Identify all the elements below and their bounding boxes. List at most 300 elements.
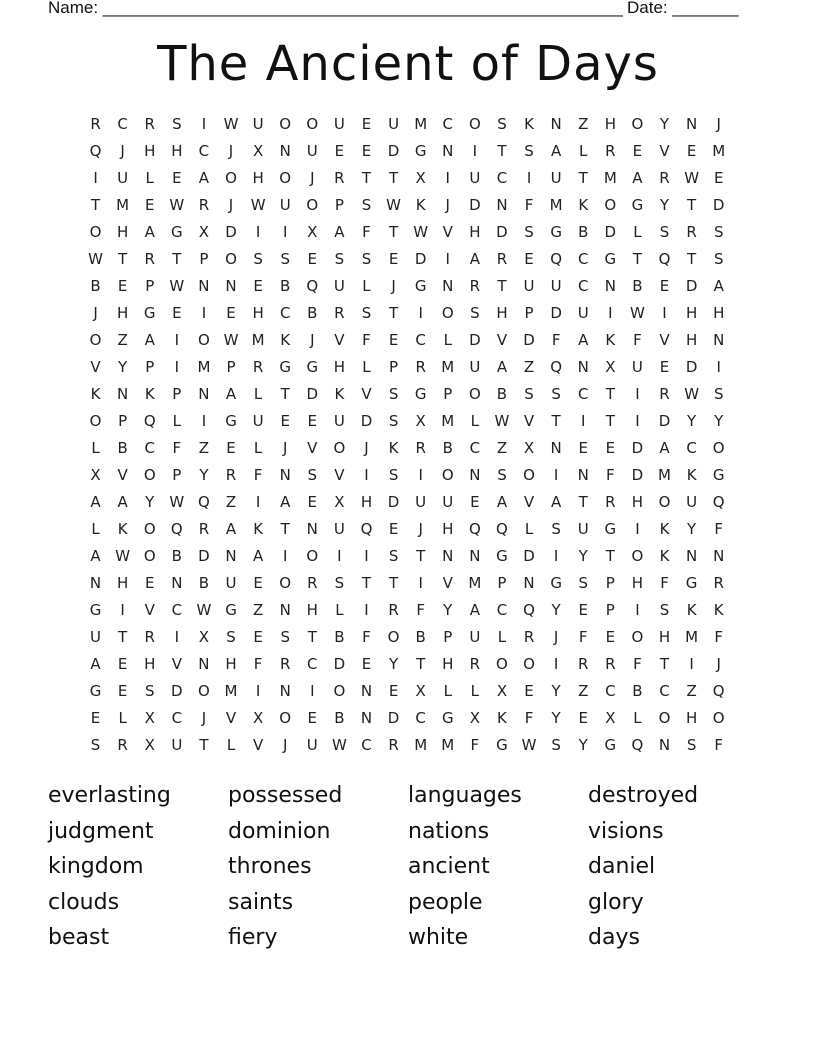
- grid-letter: H: [144, 655, 156, 673]
- grid-letter: B: [442, 439, 453, 457]
- grid-letter: O: [143, 547, 156, 565]
- grid-letter: J: [228, 196, 234, 214]
- grid-letter: N: [360, 682, 373, 700]
- grid-letter: J: [201, 709, 207, 727]
- grid-letter: U: [225, 574, 237, 592]
- grid-letter: Q: [170, 520, 183, 538]
- grid-letter: D: [658, 412, 671, 430]
- grid-letter: N: [577, 466, 589, 484]
- word-list-item: languages: [408, 783, 522, 808]
- grid-letter: P: [118, 412, 128, 430]
- grid-letter: Q: [550, 358, 563, 376]
- grid-letter: I: [282, 223, 288, 241]
- grid-letter: O: [306, 196, 319, 214]
- grid-letter: C: [605, 682, 616, 700]
- grid-row: [82, 143, 734, 170]
- grid-letter: R: [90, 115, 101, 133]
- grid-letter: E: [90, 709, 101, 727]
- grid-letter: E: [578, 439, 588, 457]
- grid-letter: A: [90, 655, 101, 673]
- grid-letter: O: [225, 169, 237, 187]
- grid-letter: K: [90, 385, 101, 403]
- grid-letter: E: [172, 304, 182, 322]
- grid-letter: O: [523, 655, 535, 673]
- grid-letter: H: [144, 142, 156, 160]
- grid-letter: I: [418, 304, 423, 322]
- grid-letter: R: [578, 655, 589, 673]
- grid-letter: Q: [468, 520, 481, 538]
- grid-row: [82, 332, 734, 359]
- grid-letter: P: [172, 466, 182, 484]
- grid-letter: A: [225, 385, 237, 403]
- grid-letter: T: [578, 169, 588, 187]
- name-field-label: Name: _______________________________________________________: [48, 0, 623, 17]
- grid-letter: T: [605, 385, 615, 403]
- grid-row: [82, 440, 734, 467]
- grid-letter: P: [226, 358, 236, 376]
- grid-letter: D: [712, 196, 725, 214]
- grid-letter: I: [282, 547, 288, 565]
- word-list-item: dominion: [228, 818, 331, 844]
- grid-letter: N: [523, 574, 535, 592]
- grid-letter: N: [279, 601, 291, 619]
- grid-letter: U: [550, 169, 562, 187]
- grid-letter: I: [581, 412, 586, 430]
- grid-letter: W: [331, 736, 347, 754]
- grid-letter: D: [387, 709, 400, 727]
- grid-letter: S: [713, 250, 724, 268]
- grid-letter: H: [469, 223, 481, 241]
- grid-letter: R: [659, 385, 670, 403]
- grid-letter: N: [89, 574, 102, 592]
- grid-letter: K: [659, 547, 670, 565]
- grid-letter: K: [713, 601, 724, 619]
- grid-row: [82, 710, 734, 737]
- grid-letter: W: [521, 736, 537, 754]
- grid-letter: C: [577, 277, 589, 295]
- grid-letter: U: [279, 196, 291, 214]
- grid-letter: K: [686, 466, 697, 484]
- grid-letter: I: [553, 466, 559, 484]
- grid-letter: B: [578, 223, 589, 241]
- grid-letter: T: [90, 196, 101, 214]
- page-title: The Ancient of Days: [157, 36, 659, 92]
- grid-letter: L: [118, 709, 127, 727]
- grid-letter: I: [608, 304, 613, 322]
- grid-letter: X: [605, 709, 616, 727]
- grid-letter: I: [201, 115, 207, 133]
- grid-letter: V: [90, 358, 101, 376]
- grid-letter: J: [228, 142, 234, 160]
- grid-letter: Q: [658, 250, 671, 268]
- grid-letter: U: [333, 115, 345, 133]
- grid-letter: I: [337, 547, 342, 565]
- grid-letter: H: [171, 142, 183, 160]
- grid-letter: U: [388, 115, 400, 133]
- grid-letter: C: [496, 601, 508, 619]
- grid-letter: T: [172, 250, 182, 268]
- grid-letter: T: [497, 277, 507, 295]
- word-list-item: white: [408, 925, 469, 950]
- grid-letter: J: [364, 439, 369, 457]
- grid-letter: Z: [578, 115, 589, 133]
- grid-row: [82, 413, 734, 440]
- grid-letter: U: [171, 736, 183, 754]
- grid-letter: O: [441, 466, 454, 484]
- grid-letter: N: [713, 331, 725, 349]
- grid-letter: N: [604, 277, 616, 295]
- grid-row: [82, 116, 734, 143]
- grid-letter: Z: [198, 439, 210, 457]
- grid-letter: O: [604, 196, 617, 214]
- grid-row: [82, 737, 734, 764]
- grid-letter: N: [685, 547, 698, 565]
- grid-letter: X: [198, 628, 210, 646]
- grid-letter: S: [551, 385, 561, 403]
- grid-letter: D: [225, 223, 237, 241]
- grid-letter: E: [172, 169, 182, 187]
- grid-letter: O: [441, 304, 454, 322]
- grid-letter: W: [684, 385, 700, 403]
- grid-letter: N: [171, 574, 183, 592]
- grid-letter: O: [279, 115, 292, 133]
- grid-letter: N: [685, 115, 698, 133]
- grid-letter: A: [469, 601, 480, 619]
- grid-letter: U: [333, 520, 345, 538]
- grid-letter: Y: [551, 601, 561, 619]
- grid-letter: D: [685, 277, 698, 295]
- grid-letter: T: [361, 169, 372, 187]
- grid-letter: P: [145, 358, 155, 376]
- grid-letter: B: [280, 277, 291, 295]
- grid-letter: E: [307, 709, 318, 727]
- grid-letter: Z: [117, 331, 128, 349]
- grid-letter: P: [497, 574, 507, 592]
- grid-letter: D: [496, 223, 508, 241]
- grid-letter: M: [468, 574, 482, 592]
- grid-letter: F: [578, 628, 588, 646]
- grid-letter: T: [388, 169, 399, 187]
- grid-letter: D: [198, 547, 210, 565]
- grid-letter: R: [334, 304, 345, 322]
- grid-letter: I: [553, 547, 559, 565]
- word-list-item: fiery: [228, 925, 278, 950]
- grid-letter: I: [445, 169, 450, 187]
- grid-letter: J: [282, 439, 288, 457]
- grid-letter: A: [496, 493, 508, 511]
- grid-letter: U: [550, 277, 562, 295]
- grid-letter: O: [631, 547, 644, 565]
- grid-letter: T: [578, 493, 588, 511]
- word-search-grid: [82, 116, 734, 764]
- grid-row: [82, 548, 734, 575]
- grid-letter: Z: [578, 682, 589, 700]
- grid-letter: B: [496, 385, 508, 403]
- grid-letter: D: [469, 331, 481, 349]
- grid-letter: P: [524, 304, 534, 322]
- grid-letter: T: [388, 574, 399, 592]
- grid-letter: C: [198, 142, 210, 160]
- grid-letter: F: [714, 628, 724, 646]
- grid-row: [82, 386, 734, 413]
- grid-letter: H: [117, 574, 129, 592]
- grid-letter: M: [685, 628, 699, 646]
- grid-letter: V: [334, 331, 345, 349]
- grid-letter: P: [145, 277, 155, 295]
- grid-letter: E: [605, 439, 616, 457]
- grid-letter: D: [306, 385, 319, 403]
- grid-letter: D: [414, 250, 427, 268]
- grid-letter: O: [198, 331, 210, 349]
- grid-letter: N: [117, 385, 129, 403]
- grid-letter: R: [334, 169, 345, 187]
- grid-letter: A: [90, 547, 101, 565]
- grid-letter: S: [334, 574, 345, 592]
- grid-letter: V: [171, 655, 182, 673]
- grid-letter: M: [116, 196, 130, 214]
- grid-letter: M: [441, 412, 455, 430]
- grid-letter: J: [120, 142, 125, 160]
- grid-letter: X: [415, 169, 426, 187]
- grid-letter: O: [225, 250, 237, 268]
- grid-letter: R: [144, 115, 155, 133]
- grid-letter: E: [659, 277, 670, 295]
- grid-row: [82, 629, 734, 656]
- grid-letter: M: [658, 466, 671, 484]
- grid-letter: C: [171, 601, 183, 619]
- grid-letter: G: [685, 574, 698, 592]
- grid-letter: S: [307, 466, 318, 484]
- grid-letter: N: [577, 358, 589, 376]
- grid-letter: S: [497, 466, 507, 484]
- grid-letter: E: [388, 250, 399, 268]
- grid-letter: S: [713, 223, 724, 241]
- grid-letter: C: [144, 439, 155, 457]
- grid-letter: F: [524, 196, 534, 214]
- word-list-item: possessed: [228, 783, 343, 808]
- grid-letter: A: [144, 223, 155, 241]
- word-list-item: judgment: [48, 818, 154, 844]
- grid-letter: L: [524, 520, 534, 538]
- word-list-item: thrones: [228, 854, 312, 879]
- grid-letter: G: [89, 682, 102, 700]
- grid-letter: Y: [551, 682, 561, 700]
- grid-letter: H: [631, 574, 644, 592]
- grid-letter: L: [91, 520, 100, 538]
- grid-letter: X: [198, 223, 210, 241]
- grid-letter: X: [496, 682, 508, 700]
- grid-letter: H: [225, 655, 237, 673]
- grid-letter: A: [713, 277, 724, 295]
- grid-letter: Z: [686, 682, 697, 700]
- grid-letter: J: [282, 736, 288, 754]
- grid-letter: G: [441, 709, 454, 727]
- grid-letter: S: [280, 628, 290, 646]
- grid-letter: L: [362, 358, 371, 376]
- grid-letter: E: [361, 115, 372, 133]
- grid-letter: I: [120, 601, 125, 619]
- grid-letter: G: [604, 520, 617, 538]
- grid-letter: W: [413, 223, 429, 241]
- grid-letter: J: [310, 331, 315, 349]
- grid-letter: K: [415, 196, 426, 214]
- grid-letter: A: [90, 493, 101, 511]
- grid-letter: R: [117, 736, 128, 754]
- grid-letter: R: [469, 277, 481, 295]
- grid-letter: L: [335, 601, 344, 619]
- grid-letter: I: [418, 574, 423, 592]
- grid-letter: D: [604, 223, 617, 241]
- grid-letter: U: [469, 169, 481, 187]
- grid-letter: D: [171, 682, 183, 700]
- grid-letter: S: [144, 682, 155, 700]
- grid-letter: W: [494, 412, 510, 430]
- grid-letter: M: [441, 358, 455, 376]
- grid-row: [82, 602, 734, 629]
- grid-letter: S: [361, 304, 372, 322]
- grid-letter: K: [578, 196, 589, 214]
- grid-letter: J: [716, 655, 721, 673]
- grid-letter: B: [171, 547, 182, 565]
- grid-letter: H: [442, 655, 454, 673]
- grid-letter: G: [414, 142, 427, 160]
- grid-letter: Y: [388, 655, 399, 673]
- grid-letter: O: [89, 223, 102, 241]
- grid-letter: O: [89, 331, 102, 349]
- grid-letter: S: [524, 223, 534, 241]
- grid-letter: M: [603, 169, 617, 187]
- grid-letter: L: [470, 412, 480, 430]
- grid-letter: V: [144, 601, 155, 619]
- grid-letter: F: [551, 331, 561, 349]
- grid-letter: L: [362, 277, 371, 295]
- grid-letter: N: [442, 277, 454, 295]
- grid-letter: I: [93, 169, 98, 187]
- grid-letter: E: [117, 655, 128, 673]
- grid-letter: R: [469, 655, 481, 673]
- grid-letter: U: [306, 142, 318, 160]
- grid-letter: R: [144, 250, 155, 268]
- grid-letter: F: [524, 709, 534, 727]
- grid-letter: E: [117, 682, 128, 700]
- grid-letter: V: [496, 331, 508, 349]
- grid-letter: N: [198, 277, 210, 295]
- word-list: [48, 780, 768, 958]
- grid-letter: O: [658, 709, 671, 727]
- grid-letter: C: [117, 115, 128, 133]
- grid-letter: N: [279, 466, 291, 484]
- grid-letter: D: [387, 142, 400, 160]
- grid-letter: D: [523, 547, 535, 565]
- grid-letter: K: [117, 520, 128, 538]
- grid-letter: E: [307, 412, 318, 430]
- word-list-item: days: [588, 925, 640, 950]
- grid-letter: B: [117, 439, 128, 457]
- grid-letter: A: [334, 223, 345, 241]
- grid-letter: C: [577, 250, 589, 268]
- grid-letter: H: [117, 304, 129, 322]
- grid-letter: R: [388, 601, 399, 619]
- grid-letter: X: [252, 709, 264, 727]
- grid-letter: Y: [687, 412, 697, 430]
- grid-letter: Q: [496, 520, 508, 538]
- grid-letter: S: [388, 385, 399, 403]
- grid-letter: M: [197, 358, 211, 376]
- grid-letter: C: [171, 709, 183, 727]
- grid-letter: X: [469, 709, 480, 727]
- grid-letter: E: [713, 169, 724, 187]
- grid-letter: P: [389, 358, 399, 376]
- word-list-item: kingdom: [48, 854, 144, 879]
- grid-letter: D: [685, 358, 698, 376]
- grid-letter: A: [117, 493, 128, 511]
- word-list-row: [48, 887, 768, 923]
- grid-letter: T: [416, 655, 426, 673]
- grid-letter: T: [687, 250, 697, 268]
- grid-letter: T: [199, 736, 209, 754]
- grid-letter: P: [199, 250, 209, 268]
- grid-letter: L: [579, 142, 588, 160]
- grid-letter: T: [280, 385, 290, 403]
- grid-letter: U: [469, 358, 481, 376]
- grid-letter: A: [496, 358, 508, 376]
- grid-letter: J: [310, 169, 315, 187]
- grid-letter: H: [306, 601, 318, 619]
- grid-letter: U: [252, 412, 264, 430]
- grid-letter: D: [631, 439, 644, 457]
- grid-letter: S: [551, 520, 561, 538]
- grid-letter: D: [631, 466, 644, 484]
- grid-letter: U: [523, 277, 535, 295]
- grid-letter: A: [280, 493, 291, 511]
- grid-letter: C: [307, 655, 318, 673]
- grid-letter: M: [712, 142, 726, 160]
- grid-letter: E: [361, 142, 372, 160]
- grid-letter: V: [252, 736, 264, 754]
- grid-letter: H: [333, 358, 346, 376]
- grid-letter: R: [307, 574, 318, 592]
- grid-letter: V: [523, 493, 535, 511]
- grid-letter: N: [550, 115, 562, 133]
- grid-letter: B: [334, 709, 345, 727]
- grid-letter: O: [333, 439, 346, 457]
- grid-letter: I: [472, 142, 478, 160]
- grid-letter: W: [169, 493, 185, 511]
- grid-letter: I: [635, 412, 640, 430]
- grid-letter: T: [118, 250, 128, 268]
- grid-letter: L: [443, 682, 452, 700]
- grid-letter: E: [388, 331, 399, 349]
- word-list-item: everlasting: [48, 783, 171, 808]
- grid-letter: I: [174, 628, 180, 646]
- grid-letter: A: [551, 142, 562, 160]
- grid-letter: V: [117, 466, 128, 484]
- date-field-label: Date: _______: [627, 0, 739, 17]
- grid-letter: G: [171, 223, 183, 241]
- grid-letter: L: [470, 682, 480, 700]
- grid-letter: H: [117, 223, 129, 241]
- grid-letter: E: [117, 277, 128, 295]
- grid-letter: T: [118, 628, 128, 646]
- grid-letter: S: [497, 115, 507, 133]
- grid-letter: E: [144, 574, 155, 592]
- grid-letter: S: [172, 115, 182, 133]
- grid-letter: Q: [360, 520, 373, 538]
- grid-letter: S: [90, 736, 101, 754]
- grid-letter: E: [226, 439, 236, 457]
- grid-letter: L: [145, 169, 154, 187]
- grid-letter: C: [279, 304, 291, 322]
